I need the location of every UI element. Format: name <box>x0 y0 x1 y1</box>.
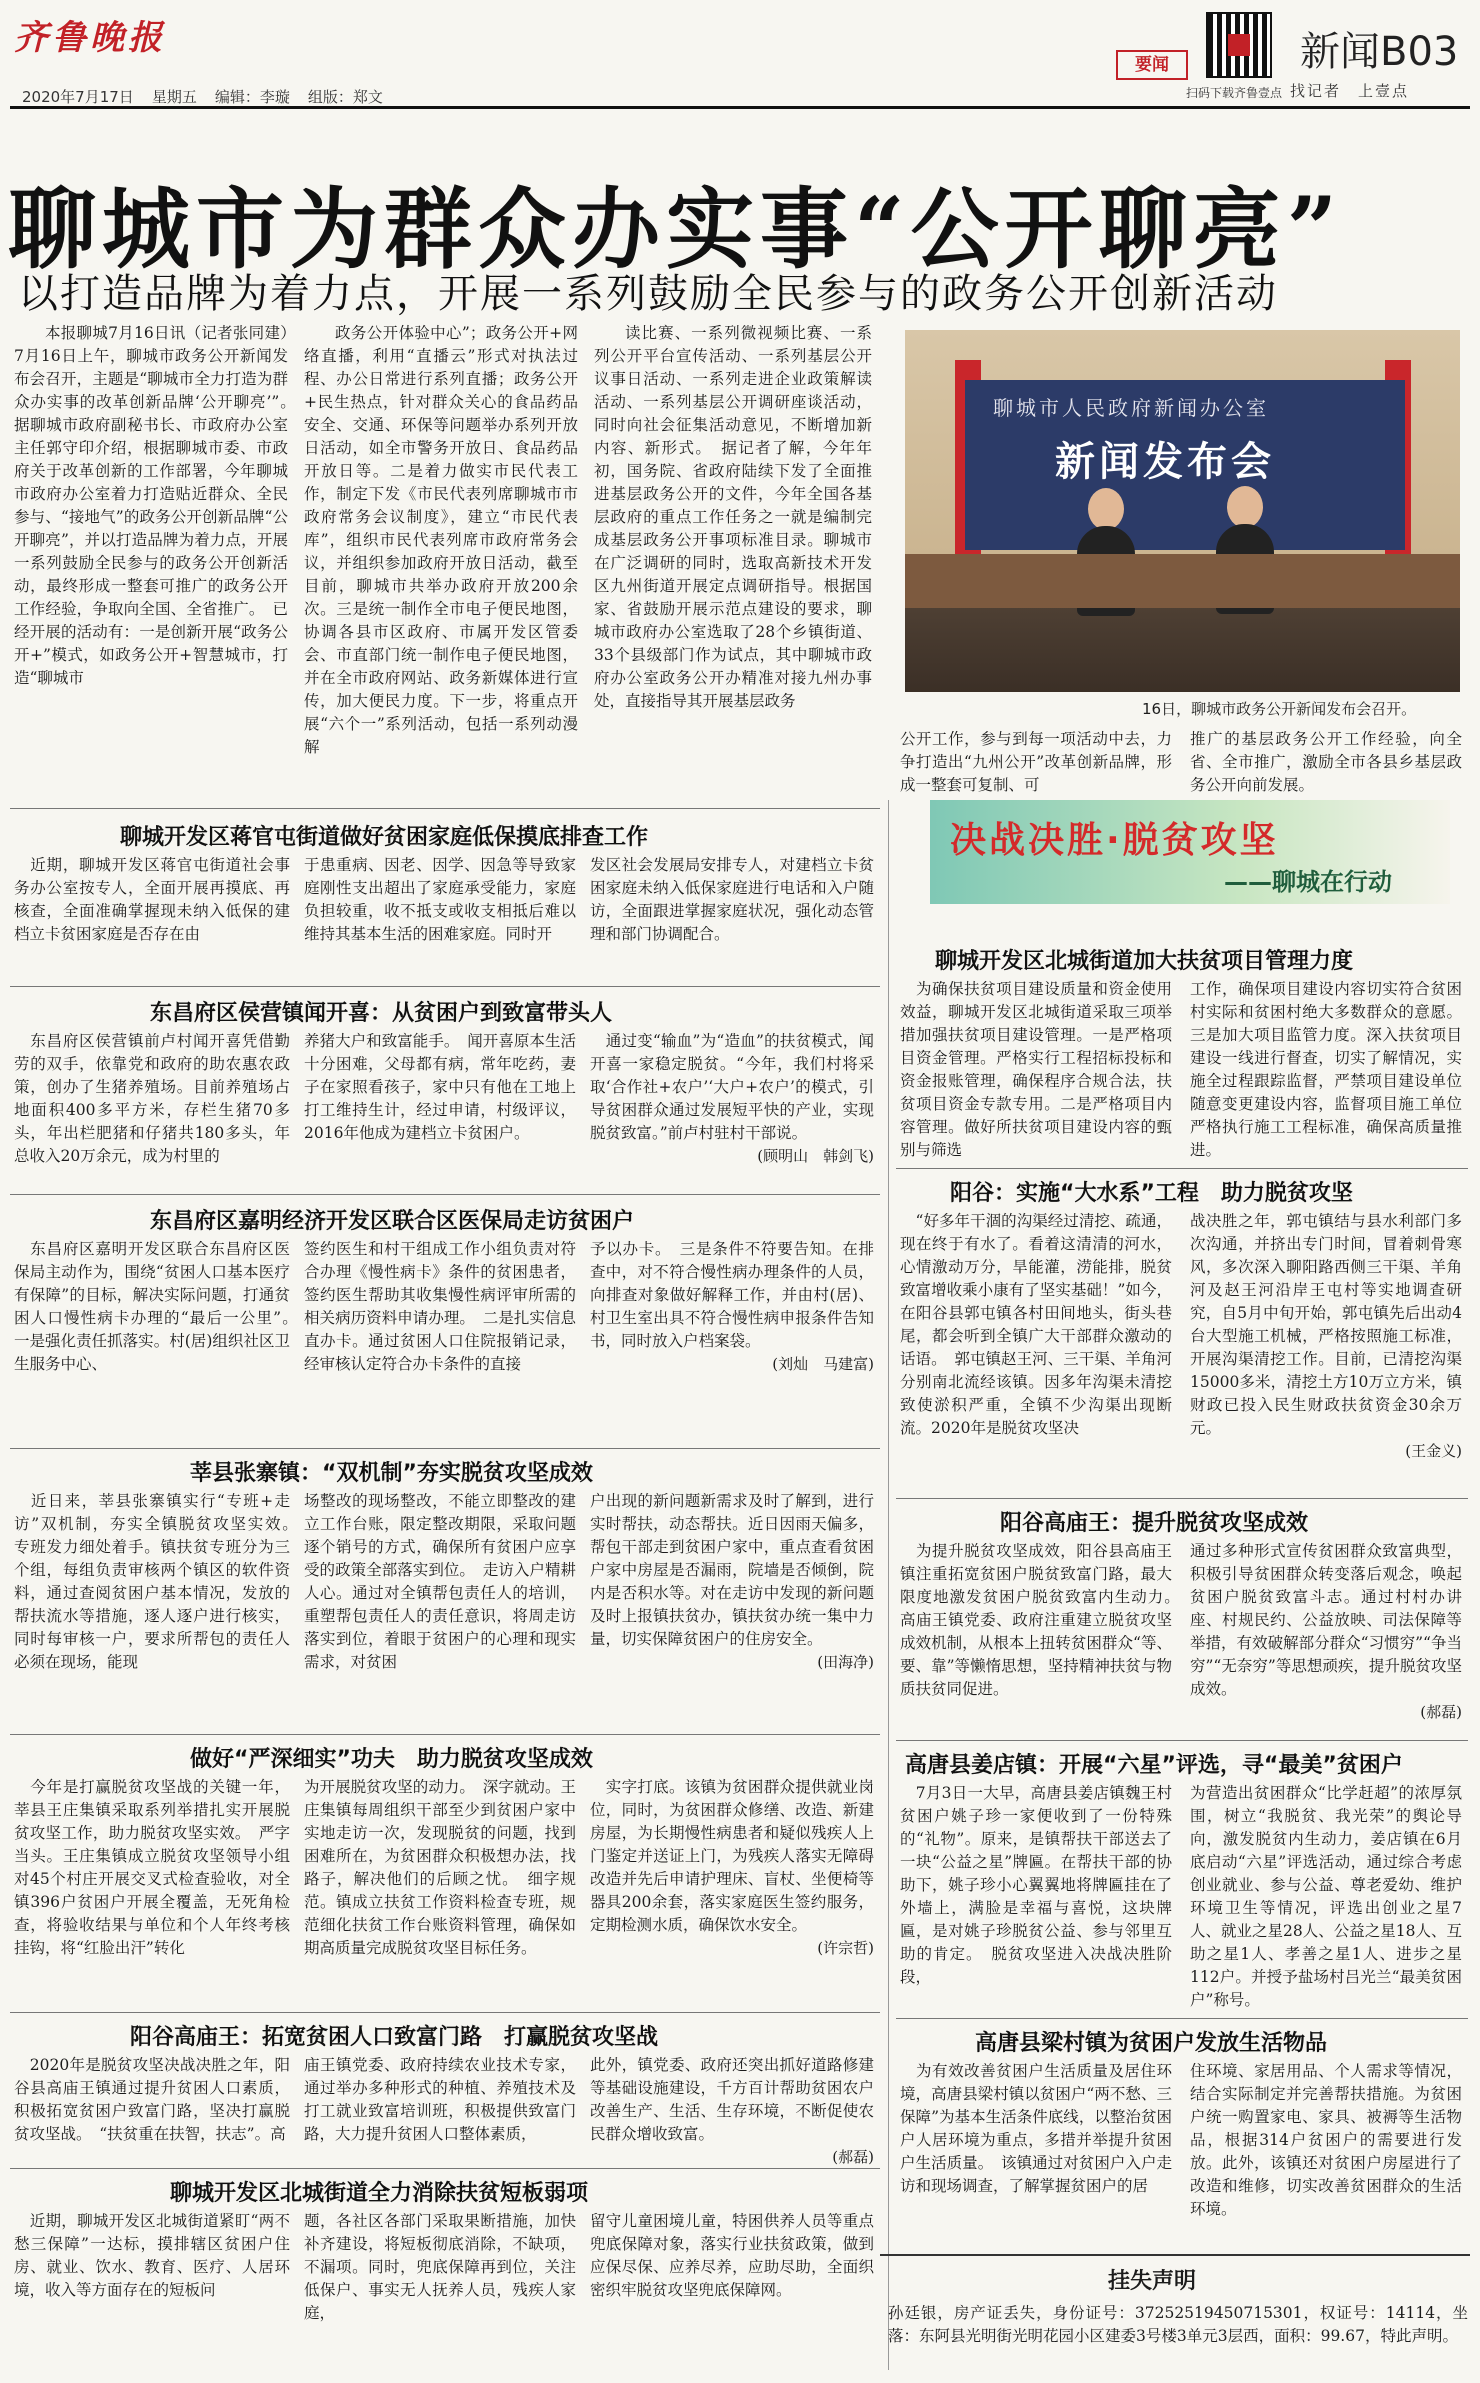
designer: 组版：郑文 <box>307 88 383 106</box>
story-5-text-1: 今年是打赢脱贫攻坚战的关键一年，莘县王庄集镇采取系列举措扎实开展脱贫攻坚工作，助力脱贫攻坚实效。 严字当头。王庄集镇成立脱贫攻坚领导小组对45个村庄开展交叉式检查验收，对全镇396户贫困户开展全覆盖，无死角检查，将验收结果与单位和个人年终考核挂钩，将“红脸出汗”转化 <box>14 1778 290 1957</box>
story-1-title: 聊城开发区蒋官屯街道做好贫困家庭低保摸底排查工作 <box>120 825 649 850</box>
story-11-col-1 <box>900 1782 1172 1989</box>
story-8-text-1: 为确保扶贫项目建设质量和资金使用效益，聊城开发区北城街道采取三项举措加强扶贫项目建设管理。一是严格项目资金管理。严格实行工程招标投标和资金报账管理，确保程序合规合法，扶贫项目资金专款专用。二是严格项目内容管理。做好所扶贫项目建设内容的甄别与筛选 <box>900 980 1172 1159</box>
story-5-col-2 <box>304 1776 576 1960</box>
story-1-text-1: 近期，聊城开发区蒋官屯街道社会事务办公室按专人，全面开展再摸底、再核查，全面准确掌握现未纳入低保的建档立卡贫困家庭是否存在由 <box>14 856 290 943</box>
issue-meta <box>22 86 401 107</box>
issue-date: 2020年7月17日 <box>22 88 134 106</box>
divider <box>896 1740 1468 1741</box>
newspaper-name: 齐鲁晚报 <box>14 18 166 58</box>
story-9-title: 阳谷：实施“大水系”工程 助力脱贫攻坚 <box>950 1181 1353 1206</box>
story-7-title: 聊城开发区北城街道全力消除扶贫短板弱项 <box>170 2181 589 2206</box>
story-1-col-1 <box>14 854 290 946</box>
story-3-text-1: 东昌府区嘉明开发区联合东昌府区医保局主动作为，围绕“贫困人口基本医疗有保障”的目标，解决实际问题，打通贫困人口慢性病卡办理的“最后一公里”。 一是强化责任抓落实。村(居)组织社区卫生服务中心、 <box>14 1240 306 1373</box>
press-conference-photo <box>905 330 1460 692</box>
divider <box>10 2012 880 2013</box>
story-2-byline: (顾明山 韩剑飞) <box>757 1147 874 1165</box>
editor: 编辑：李璇 <box>214 88 290 106</box>
lead-text-3: 读比赛、一系列微视频比赛、一系列公开平台宣传活动、一系列基层公开议事日活动、一系列走进企业政策解读活动、一系列基层公开调研座谈活动，同时向社会征集活动意见，不断增加新内容、新形式。 据记者了解，今年年初，国务院、省政府陆续下发了全面推进基层政务公开的文件，今年全国各基层政府的重点工作任务之一就是编制完成基层政务公开事项标准目录。聊城市在广泛调研的同时，选取高新技术开发区九州街道开展定点调研指导。根据国家、省鼓励开展示范点建设的要求，聊城市政府办公室选取了28个乡镇街道、33个县级部门作为试点，其中聊城市政府办公室政务公开办精准对接九州办事处，直接指导其开展基层政务 <box>594 324 872 710</box>
story-3-text-3: 予以办卡。 三是条件不符要告知。在排查中，对不符合慢性病办理条件的人员，向排查对象做好解释工作，并由村(居)、村卫生室出具不符合慢性病申报条件告知书，同时放入户档案袋。 <box>590 1240 874 1350</box>
story-11-text-1: 7月3日一大早，高唐县姜店镇魏王村贫困户姚子珍一家便收到了一份特殊的“礼物”。原来，是镇帮扶干部送去了一块“公益之星”牌匾。在帮扶干部的协助下，姚子珍小心翼翼地将牌匾挂在了外墙上，满脸是幸福与喜悦，这块牌匾，是对姚子珍脱贫公益、参与邻里互助的肯定。 脱贫攻坚进入决战决胜阶段， <box>900 1784 1172 1986</box>
notice-rule <box>880 2254 1470 2256</box>
story-7-col-2 <box>304 2210 576 2325</box>
divider <box>896 1498 1468 1499</box>
divider <box>10 2168 880 2169</box>
section-slogan: 找记者 上壹点 <box>1290 82 1410 100</box>
story-4-text-1: 近日来，莘县张寨镇实行“专班+走访”双机制，夯实全镇脱贫攻坚实效。 专班发力细处着手。镇扶贫专班分为三个组，每组负责审核两个镇区的软件资料，通过查阅贫困户基本情况，发放的帮扶流水等措施，逐人逐户进行核实，同时每审核一户，要求所帮包的责任人必须在现场，能现 <box>14 1492 306 1671</box>
story-6-byline: (郝磊) <box>832 2148 874 2166</box>
divider <box>896 2018 1468 2019</box>
speaker-head-right <box>1227 486 1263 528</box>
story-2-col-3 <box>590 1030 874 1168</box>
story-7-text-2: 题，各社区各部门采取果断措施，加快补齐建设，将短板彻底消除，不缺项，不漏项。同时，兜底保障再到位，关注低保户、事实无人抚养人员，残疾人家庭， <box>304 2212 576 2322</box>
story-5-col-3 <box>590 1776 874 1960</box>
story-7-col-3 <box>590 2210 874 2302</box>
lead-text-1: 本报聊城7月16日讯（记者张同建） 7月16日上午，聊城市政务公开新闻发布会召开，主题是“聊城市全力打造为群众办实事的改革创新品牌‘公开聊亮’”。 据聊城市政府副秘书长、市政府办公室主任郭守印介绍，根据聊城市委、市政府关于改革创新的工作部署，今年聊城市政府办公室着力打造贴近群众、全民参与、“接地气”的政务公开创新品牌“公开聊亮”，并以打造品牌为着力点，开展一系列鼓励全民参与的政务公开创新活动，最终形成一整套可推广的政务公开工作经验，争取向全国、全省推广。 已经开展的活动有：一是创新开展“政务公开+”模式，如政务公开+智慧城市，打造“聊城市 <box>14 324 304 687</box>
story-1-text-3: 发区社会发展局安排专人，对建档立卡贫困家庭未纳入低保家庭进行电话和入户随访，全面跟进掌握家庭状况，强化动态管理和部门协调配合。 <box>590 856 874 943</box>
story-5-text-2: 为开展脱贫攻坚的动力。 深字就动。王庄集镇每周组织干部至少到贫困户家中实地走访一次，发现脱贫的问题，找到困难所在，为贫困群众积极想办法，找路子，解决他们的后顾之忧。 细字规范。镇成立扶贫工作资料检查专班，规范细化扶贫工作台账资料管理，确保如期高质量完成脱贫攻坚目标任务。 <box>304 1778 576 1957</box>
story-1-text-2: 于患重病、因老、因学、因急等导致家庭刚性支出超出了家庭承受能力，家庭负担较重，收不抵支或收支相抵后难以维持其基本生活的困难家庭。同时开 <box>304 856 576 943</box>
story-10-col-2 <box>1190 1540 1462 1724</box>
story-6-col-2 <box>304 2054 576 2146</box>
story-8-text-2: 工作，确保项目建设内容切实符合贫困村实际和贫困村绝大多数群众的意愿。三是加大项目监管力度。深入扶贫项目建设一线进行督查，切实了解情况，实施全过程跟踪监督，严禁项目建设单位随意变更建设内容，监督项目施工单位严格执行施工工程标准，确保高质量推进。 <box>1190 980 1462 1159</box>
story-3-byline: (刘灿 马建富) <box>772 1355 874 1373</box>
qr-code-icon[interactable] <box>1206 12 1272 78</box>
column-divider <box>888 800 889 2370</box>
divider <box>896 1168 1468 1169</box>
story-9-col-2 <box>1190 1210 1462 1463</box>
story-4-col-3 <box>590 1490 874 1674</box>
story-12-text-1: 为有效改善贫困户生活质量及居住环境，高唐县梁村镇以贫困户“两不愁、三保障”为基本生活条件底线，以整治贫困户人居环境为重点，多措并举提升贫困户生活质量。 该镇通过对贫困户入户走访和现场调查，了解掌握贫困户的居 <box>900 2062 1172 2195</box>
campaign-banner <box>930 800 1450 904</box>
story-9-text-1: “好多年干涸的沟渠经过清挖、疏通，现在终于有水了。看着这清清的河水，心情激动万分，旱能灌，涝能排，脱贫致富增收乘小康有了坚实基础！”如今，在阳谷县郭屯镇各村田间地头，街头巷尾，都会听到全镇广大干部群众激动的话语。 郭屯镇赵王河、三干渠、羊角河分别南北流经该镇。因多年沟渠未清挖致使淤积严重，全镇不少沟渠出现断流。2020年是脱贫攻坚决 <box>900 1212 1172 1437</box>
divider <box>10 986 880 987</box>
story-2-text-3: 通过变“输血”为“造血”的扶贫模式，闻开喜一家稳定脱贫。“今年，我们村将采取‘合作社+农户’‘大户+农户’的模式，引导贫困群众通过发展短平快的产业，实现脱贫致富。”前卢村驻村干部说。 <box>590 1032 874 1142</box>
story-3-text-2: 签约医生和村干组成工作小组负责对符合办理《慢性病卡》条件的贫困患者，签约医生帮助其收集慢性病评审所需的相关病历资料申请办理。 二是扎实信息直办卡。通过贫困人口住院报销记录，经审核认定符合办卡条件的直接 <box>304 1240 576 1373</box>
lead-column-4 <box>900 728 1172 797</box>
story-4-col-2 <box>304 1490 576 1674</box>
banner-subtitle: ——聊城在行动 <box>1224 868 1392 896</box>
story-6-text-2: 庙王镇党委、政府持续农业技术专家，通过举办多种形式的种植、养殖技术及打工就业致富培训班，积极提供致富门路，大力提升贫困人口整体素质， <box>304 2056 576 2143</box>
story-4-title: 莘县张寨镇：“双机制”夯实脱贫攻坚成效 <box>190 1461 593 1486</box>
lead-text-4: 公开工作，参与到每一项活动中去，力争打造出“九州公开”改革创新品牌，形成一整套可复制、可 <box>900 730 1172 794</box>
section-tag: 要闻 <box>1116 50 1188 80</box>
story-12-col-1 <box>900 2060 1172 2198</box>
story-6-title: 阳谷高庙王：拓宽贫困人口致富门路 打赢脱贫攻坚战 <box>130 2025 659 2050</box>
story-8-col-2 <box>1190 978 1462 1162</box>
story-10-title: 阳谷高庙王：提升脱贫攻坚成效 <box>1000 1511 1309 1536</box>
divider <box>10 1734 880 1735</box>
story-2-col-1 <box>14 1030 290 1168</box>
story-10-col-1 <box>900 1540 1188 1701</box>
story-3-title: 东昌府区嘉明经济开发区联合区医保局走访贫困户 <box>150 1209 635 1234</box>
backdrop-line2: 新闻发布会 <box>1055 439 1275 485</box>
lead-column-2 <box>304 322 578 759</box>
story-4-byline: (田海净) <box>817 1653 874 1671</box>
story-11-title: 高唐县姜店镇：开展“六星”评选，寻“最美”贫困户 <box>905 1753 1403 1778</box>
lead-column-5 <box>1190 728 1462 797</box>
story-10-text-1: 为提升脱贫攻坚成效，阳谷县高庙王镇注重拓宽贫困户脱贫致富门路，最大限度地激发贫困户脱贫致富内生动力。 高庙王镇党委、政府注重建立脱贫攻坚成效机制，从根本上扭转贫困群众“等、要、靠”等懒惰思想，坚持精神扶贫与物质扶贫同促进。 <box>900 1542 1188 1698</box>
story-7-col-1 <box>14 2210 290 2302</box>
issue-weekday: 星期五 <box>151 88 197 106</box>
backdrop-line1: 聊城市人民政府新闻办公室 <box>993 396 1269 420</box>
story-7-text-3: 留守儿童困境儿童，特困供养人员等重点兜底保障对象，落实行业扶贫政策，做到应保尽保、应养尽养，应助尽助，全面织密织牢脱贫攻坚兜底保障网。 <box>590 2212 874 2299</box>
banner-title: 决战决胜·脱贫攻坚 <box>950 820 1279 861</box>
story-10-byline: (郝磊) <box>1420 1703 1462 1721</box>
desk <box>905 554 1460 608</box>
lead-column-1 <box>14 322 304 690</box>
story-11-text-2: 为营造出贫困群众“比学赶超”的浓厚氛围，树立“我脱贫、我光荣”的舆论导向，激发脱贫内生动力，姜店镇在6月底启动“六星”评选活动，通过综合考虑创业就业、参与公益、尊老爱幼、维护环境卫生等情况，评选出创业之星7人、就业之星28人、公益之星18人、互助之星1人、孝善之星1人、进步之星112户。并授予盐场村吕光兰“最美贫困户”称号。 <box>1190 1784 1462 2009</box>
story-10-text-2: 通过多种形式宣传贫困群众致富典型，积极引导贫困群众转变落后观念，唤起贫困户脱贫致富斗志。通过村村办讲座、村规民约、公益放映、司法保障等举措，有效破解部分群众“习惯穷”“争当穷”“无奈穷”等思想顽疾，提升脱贫攻坚成效。 <box>1190 1542 1462 1698</box>
divider <box>10 808 880 809</box>
story-2-text-2: 养猪大户和致富能手。 闻开喜原本生活十分困难，父母都有病，常年吃药，妻子在家照看孩子，家中只有他在工地上打工维持生计，经过申请，村级评议，2016年他成为建档立卡贫困户。 <box>304 1032 576 1142</box>
story-12-text-2: 住环境、家居用品、个人需求等情况，结合实际制定并完善帮扶措施。为贫困户统一购置家电、家具、被褥等生活物品，根据314户贫困户的需要进行发放。此外，该镇还对贫困户房屋进行了改造和维修，切实改善贫困群众的生活环境。 <box>1190 2062 1462 2218</box>
story-11-col-2 <box>1190 1782 1462 2012</box>
story-3-col-2 <box>304 1238 576 1376</box>
story-4-text-2: 场整改的现场整改，不能立即整改的建立工作台账，限定整改期限，采取问题逐个销号的方式，确保所有贫困户应享受的政策全部落实到位。 走访入户精耕人心。通过对全镇帮包责任人的培训，重塑帮包责任人的责任意识，将周走访落实到位，着眼于贫困户的心理和现实需求，对贫困 <box>304 1492 576 1671</box>
lead-text-2: 政务公开体验中心”；政务公开+网络直播，利用“直播云”形式对执法过程、办公日常进行系列直播；政务公开+民生热点，针对群众关心的食品药品安全、交通、环保等问题举办系列开放日活动，如全市警务开放日、食品药品开放日等。二是着力做实市民代表工作，制定下发《市民代表列席聊城市市政府常务会议制度》，建立“市民代表库”，组织市民代表列席市政府常务会议，并组织参加政府开放日活动，截至目前，聊城市共举办政府开放200余次。三是统一制作全市电子便民地图，协调各县市区政府、市属开发区管委会、市直部门统一制作电子便民地图，并在全市政府网站、政务新媒体进行宣传，加大便民力度。下一步，将重点开展“六个一”系列活动，包括一系列动漫解 <box>304 324 578 756</box>
story-2-title: 东昌府区侯营镇闻开喜：从贫困户到致富带头人 <box>150 1001 613 1026</box>
section-label: 新闻B03 <box>1300 29 1459 75</box>
story-9-text-2: 战决胜之年，郭屯镇结与县水利部门多次沟通，并挤出专门时间，冒着刺骨寒风，多次深入聊阳路西侧三干渠、羊角河及赵王河沿岸王屯村等实地调查研究，自5月中旬开始，郭屯镇先后出动4台大型施工机械，严格按照施工标准，开展沟渠清挖工作。目前，已清挖沟渠15000多米，清挖土方10万立方米，镇财政已投入民生财政扶贫资金30余万元。 <box>1190 1212 1462 1437</box>
story-5-col-1 <box>14 1776 290 1960</box>
story-12-title: 高唐县梁村镇为贫困户发放生活物品 <box>975 2031 1328 2056</box>
photo-caption: 16日，聊城市政务公开新闻发布会召开。 <box>1142 700 1417 718</box>
story-5-byline: (许宗哲) <box>817 1939 874 1957</box>
speaker-head-left <box>1088 488 1124 530</box>
divider <box>10 1194 880 1195</box>
lead-text-5: 推广的基层政务公开工作经验，向全省、全市推广，激励全市各县乡基层政务公开向前发展。 <box>1190 730 1462 794</box>
notice-title: 挂失声明 <box>1108 2269 1197 2294</box>
masthead-rule <box>10 106 1470 109</box>
story-4-col-1 <box>14 1490 306 1674</box>
story-6-col-1 <box>14 2054 290 2146</box>
story-9-col-1 <box>900 1210 1172 1440</box>
story-2-col-2 <box>304 1030 576 1145</box>
story-1-col-3 <box>590 854 874 946</box>
lead-headline: 聊城市为群众办实事“公开聊亮” <box>8 177 1344 281</box>
story-4-text-3: 户出现的新问题新需求及时了解到，进行实时帮扶，动态帮扶。近日因雨天偏多，帮包干部走到贫困户家中，重点查看贫困户家中房屋是否漏雨，院墙是否倾倒，院内是否积水等。对在走访中发现的新问题及时上报镇扶贫办，镇扶贫办统一集中力量，切实保障贫困户的住房安全。 <box>590 1492 874 1648</box>
story-3-col-3 <box>590 1238 874 1376</box>
story-8-col-1 <box>900 978 1172 1162</box>
story-2-text-1: 东昌府区侯营镇前卢村闻开喜凭借勤劳的双手，依靠党和政府的助农惠农政策，创办了生猪养殖场。目前养殖场占地面积400多平方米，存栏生猪70多头，年出栏肥猪和仔猪共180多头，年总收入20万余元，成为村里的 <box>14 1032 290 1165</box>
qr-caption: 扫码下载齐鲁壹点 <box>1186 86 1283 100</box>
story-9-byline: (王金义) <box>1405 1442 1462 1460</box>
notice-text: 孙廷银，房产证丢失，身份证号：372525194507153​01，权证号：14114，坐落：东阿县光明街光明花园小区建委3号楼3单元3层西，面积：99.67，特此声明。 <box>888 2304 1468 2345</box>
story-12-col-2 <box>1190 2060 1462 2221</box>
story-8-title: 聊城开发区北城街道加大扶贫项目管理力度 <box>935 949 1354 974</box>
story-6-text-1: 2020年是脱贫攻坚决战决胜之年，阳谷县高庙王镇通过提升贫困人口素质，积极拓宽贫困户致富门路，坚决打赢脱贫攻坚战。 “扶贫重在扶智，扶志”。高 <box>14 2056 290 2143</box>
story-5-title: 做好“严深细实”功夫 助力脱贫攻坚成效 <box>190 1747 593 1772</box>
divider <box>10 1448 880 1449</box>
story-5-text-3: 实字打底。该镇为贫困群众提供就业岗位，同时，为贫困群众修缮、改造、新建房屋，为长期慢性病患者和疑似残疾人上门鉴定并送证上门，为残疾人落实无障碍改造并先后申请护理床、盲杖、坐便椅等器具200余套，落实家庭医生签约服务，定期检测水质，确保饮水安全。 <box>590 1778 874 1934</box>
story-7-text-1: 近期，聊城开发区北城街道紧盯“两不愁三保障”一达标，摸排辖区贫困户住房、就业、饮水、教育、医疗、人居环境，收入等方面存在的短板问 <box>14 2212 290 2299</box>
lead-deck: 以打造品牌为着力点，开展一系列鼓励全民参与的政务公开创新活动 <box>18 271 1278 317</box>
story-6-col-3 <box>590 2054 874 2169</box>
story-1-col-2 <box>304 854 576 946</box>
story-3-col-1 <box>14 1238 306 1376</box>
lead-column-3 <box>594 322 872 713</box>
story-6-text-3: 此外，镇党委、政府还突出抓好道路修建等基础设施建设，千方百计帮助贫困农户改善生产、生活、生存环境，不断促使农民群众增收致富。 <box>590 2056 874 2143</box>
